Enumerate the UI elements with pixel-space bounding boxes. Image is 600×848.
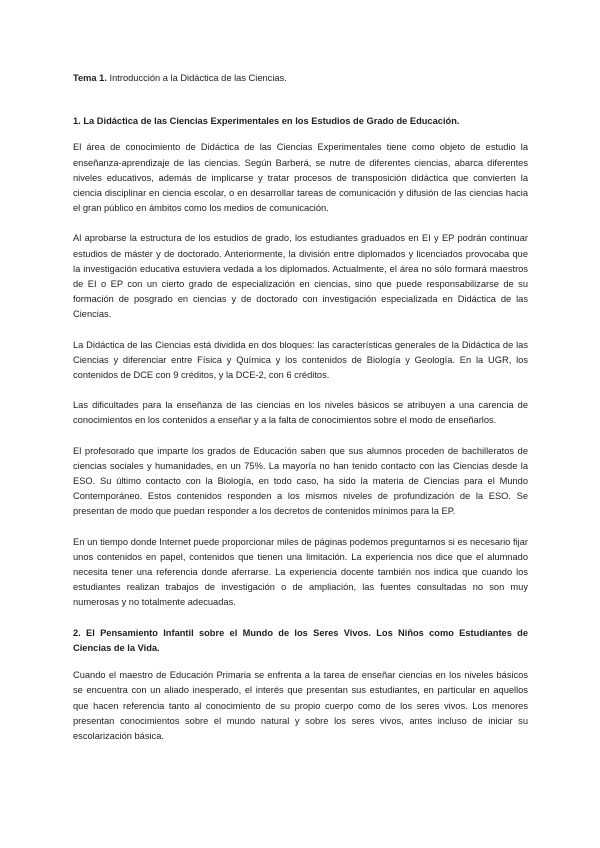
section-2-heading: 2. El Pensamiento Infantil sobre el Mundo de los Seres Vivos. Los Niños como Estudiantes de Ciencias de la Vida. — [73, 627, 528, 653]
topic-name: Introducción a la Didáctica de las Ciencias. — [109, 73, 287, 83]
section-1-paragraph-2: Al aprobarse la estructura de los estudios de grado, los estudiantes graduados en EI y EP podrán continuar estudios de máster y de doctorado. Anteriormente, la división entre diplomados y licenciados provocaba que la investigación educativa estuviera vedada a los diplomados. Actualmente, el área no sólo formará maestros de EI o EP con un cierto grado de especialización en ciencias, sino que puede responsabilizarse de su formación de posgrado en ciencias y de doctorado con investigación especializada en Didáctica de las Ciencias. — [73, 233, 528, 320]
section-1-paragraph-6: En un tiempo donde Internet puede proporcionar miles de páginas podemos preguntarnos si es necesario fijar unos contenidos en papel, contenidos que tienen una limitación. La experiencia nos dice que el alumnado necesita tener una referencia donde aferrarse. La experiencia docente también nos indica que cuando los estudiantes realizan trabajos de investigación o de ampliación, las fuentes consultadas no son muy numerosas y no totalmente adecuadas. — [73, 536, 528, 608]
section-1-heading: 1. La Didáctica de las Ciencias Experimentales en los Estudios de Grado de Educación. — [73, 116, 460, 127]
section-1-paragraph-3: La Didáctica de las Ciencias está dividida en dos bloques: las características generales de la Didáctica de las Ciencias y diferenciar entre Física y Química y los contenidos de Biología y Geología. En la UGR, los contenidos de DCE con 9 créditos, y la DCE-2, con 6 créditos. — [73, 339, 528, 381]
topic-label: Tema 1. — [73, 73, 107, 83]
section-2-paragraph-1: Cuando el maestro de Educación Primaria se enfrenta a la tarea de enseñar ciencias en los niveles básicos se encuentra con un aliado inesperado, el interés que presentan sus estudiantes, en particular en aquellos que hacen referencia tanto al conocimiento de su propio cuerpo como de los seres vivos. Los menores presentan conocimientos sobre el mundo natural y sobre los seres vivos, antes incluso de iniciar su escolarización básica. — [73, 670, 528, 741]
section-1-paragraph-1: El área de conocimiento de Didáctica de las Ciencias Experimentales tiene como objeto de estudio la enseñanza-aprendizaje de las ciencias. Según Barberá, se nutre de diferentes ciencias, abarca diferentes niveles educativos, además de implicarse y tratar procesos de transposición didáctica que convierten la ciencia disciplinar en ciencia escolar, o en desarrollar tareas de comunicación y difusión de las ciencias hacia el gran público en ámbitos como los medios de comunicación. — [73, 142, 528, 214]
section-1-paragraph-4: Las dificultades para la enseñanza de las ciencias en los niveles básicos se atribuyen a una carencia de conocimientos en los contenidos a enseñar y a la falta de conocimientos sobre el modo de enseñarlos. — [73, 400, 528, 426]
topic-title — [73, 71, 528, 86]
section-1-paragraph-5: El profesorado que imparte los grados de Educación saben que sus alumnos proceden de bachilleratos de ciencias sociales y humanidades, en un 75%. La mayoría no han tenido contacto con las Ciencias desde la ESO. Su último contacto con la Biología, en todo caso, ha sido la materia de Ciencias para el Mundo Contemporáneo. Estos contenidos responden a los mismos niveles de profundización de la ESO. Se presentan de modo que puedan responder a los decretos de contenidos mínimos para la EP. — [73, 445, 528, 517]
